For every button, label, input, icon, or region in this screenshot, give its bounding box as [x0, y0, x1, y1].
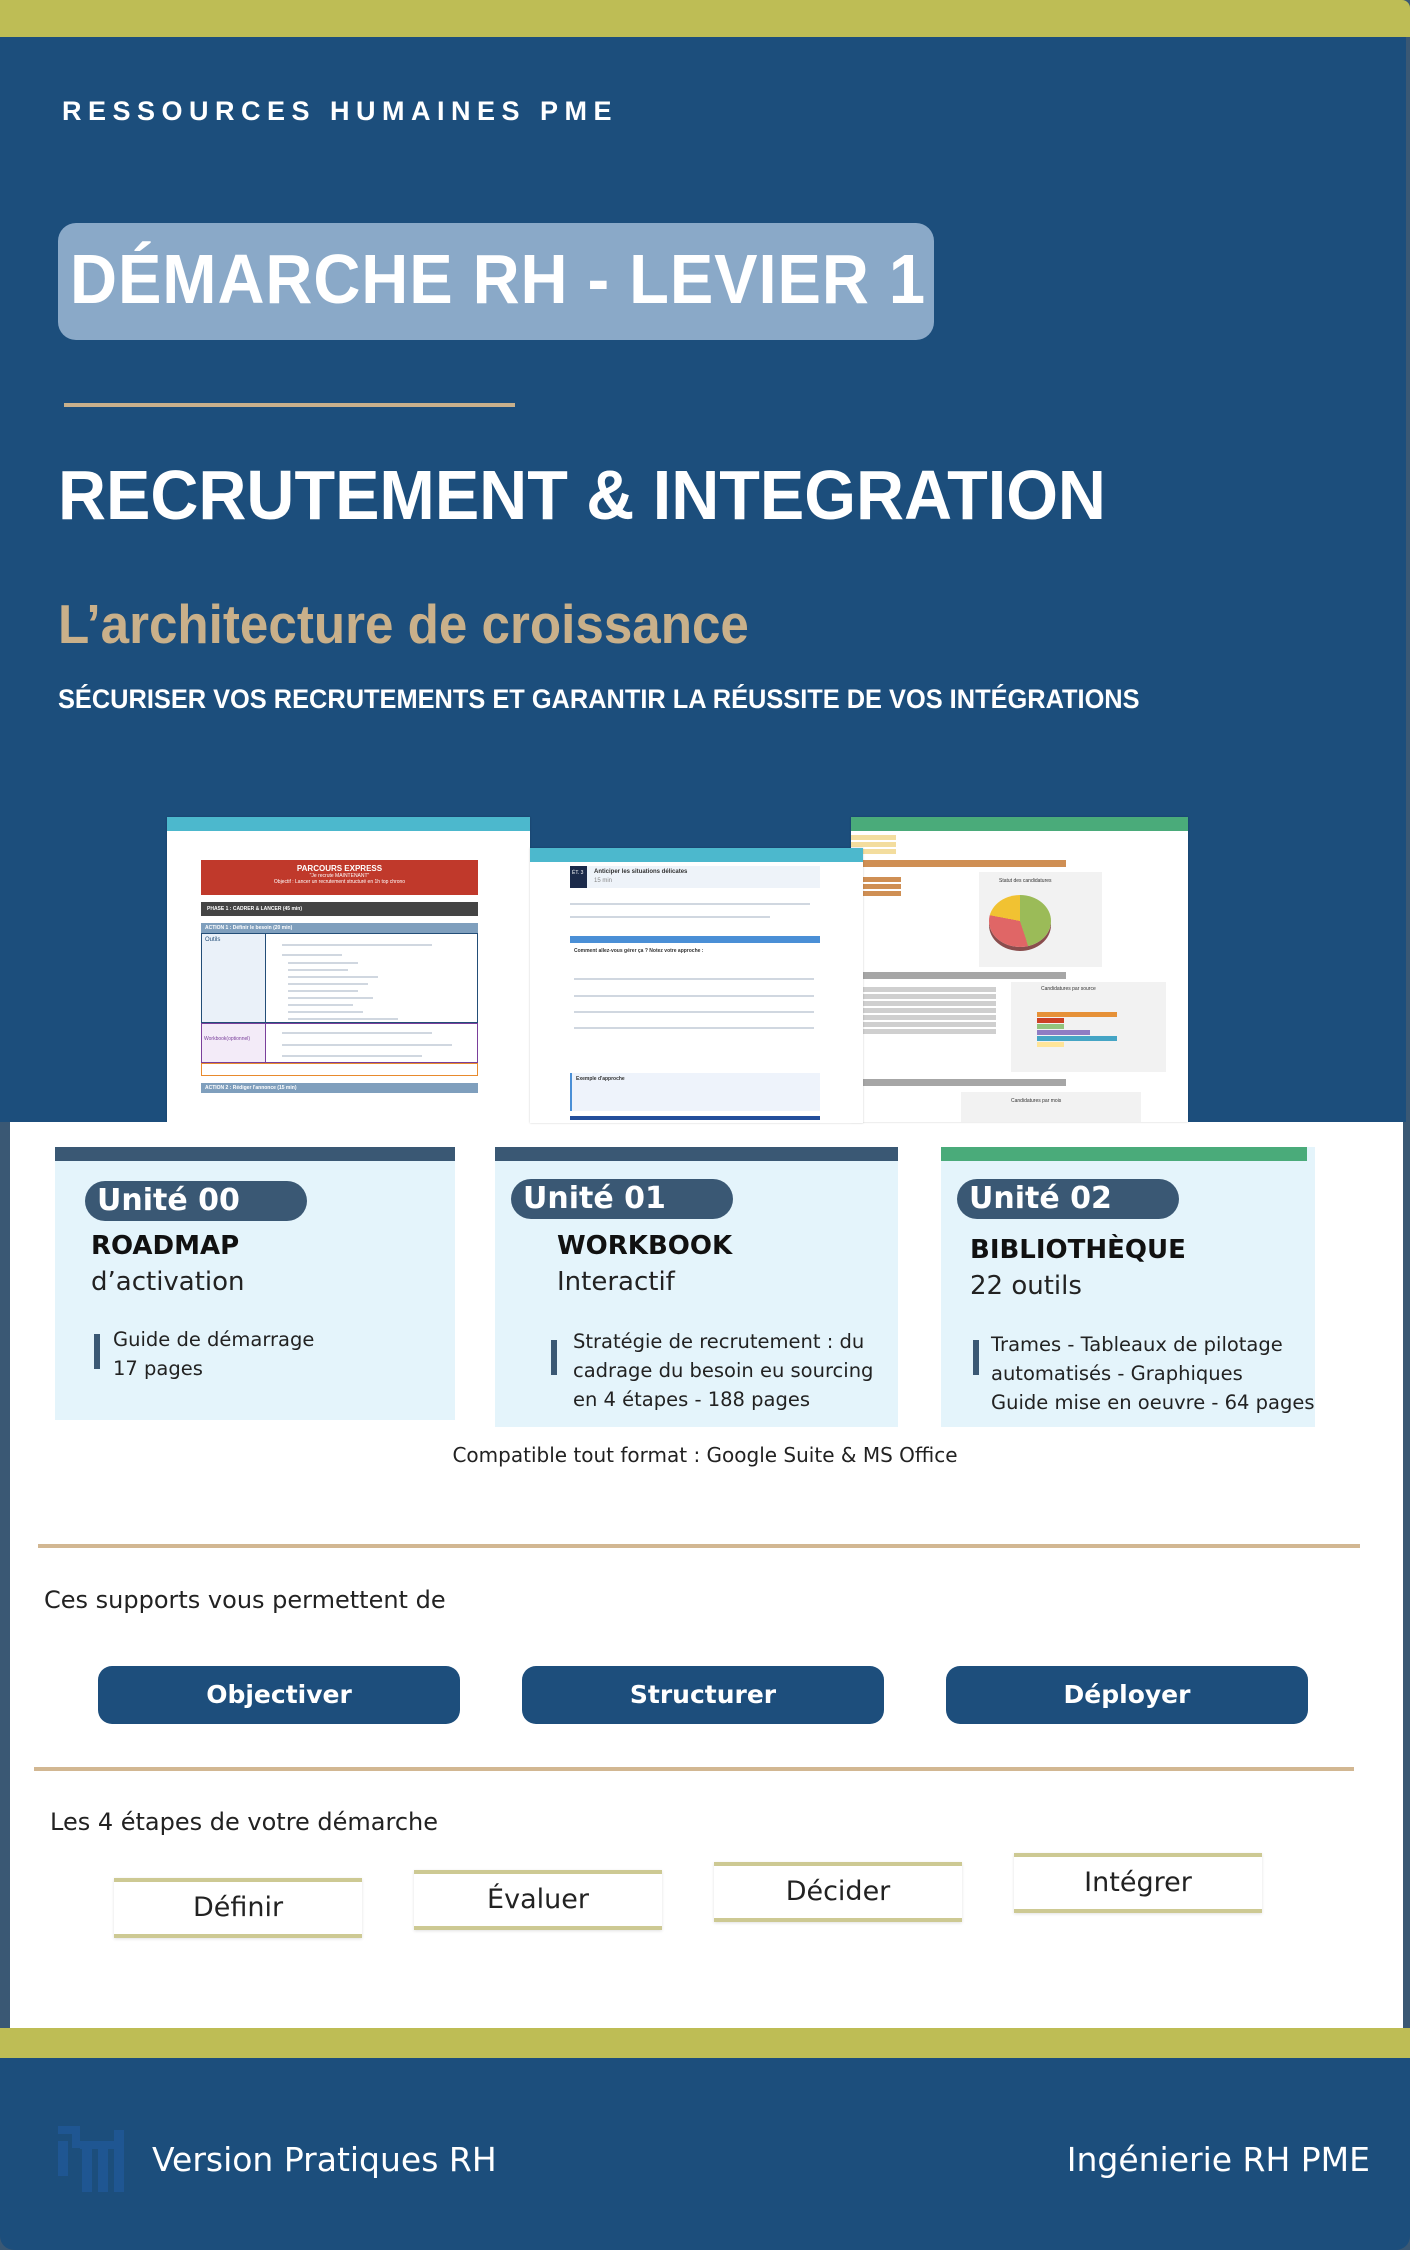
- desc-line: cadrage du besoin eu sourcing: [573, 1359, 874, 1382]
- step-badge: ÉT. 3: [570, 866, 587, 888]
- unit-description: [113, 1325, 314, 1383]
- tagline: SÉCURISER VOS RECRUTEMENTS ET GARANTIR LA RÉUSSITE DE VOS INTÉGRATIONS: [58, 684, 1140, 714]
- desc-accent-bar: [973, 1340, 979, 1375]
- line-chart: [961, 1092, 1141, 1122]
- desc-line: 17 pages: [113, 1357, 203, 1380]
- banner-objective: Objectif : Lancer un recrutement structuré en 1h top chrono: [273, 879, 406, 885]
- footer-brand: Ingénierie RH PME: [1066, 2140, 1370, 2179]
- action-band-2: ACTION 2 : Rédiger l'annonce (15 min): [201, 1083, 478, 1093]
- card-top-bar: [55, 1147, 455, 1161]
- step-integrer[interactable]: Intégrer: [1014, 1853, 1262, 1913]
- step-title: Anticiper les situations délicates: [594, 869, 688, 875]
- preview-header-bar: [851, 817, 1188, 831]
- objectiver-button[interactable]: Objectiver: [98, 1666, 460, 1724]
- desc-line: automatisés - Graphiques: [991, 1362, 1243, 1385]
- desc-line: Trames - Tableaux de pilotage: [991, 1333, 1283, 1356]
- top-accent-strip: [0, 0, 1410, 37]
- unit-badge: Unité 00: [85, 1181, 307, 1221]
- unit-name: ROADMAP: [91, 1231, 240, 1261]
- desc-line: Stratégie de recrutement : du: [573, 1330, 865, 1353]
- workbook-preview: [530, 848, 863, 1123]
- workbook-table: [201, 1023, 478, 1063]
- example-box: [570, 1073, 820, 1111]
- compatibility-note: Compatible tout format : Google Suite & MS Office: [452, 1443, 958, 1467]
- preview-header-bar: [167, 817, 530, 831]
- pie-graphic: [989, 895, 1051, 947]
- title-pill-text: DÉMARCHE RH - LEVIER 1: [70, 240, 926, 318]
- card-top-bar: [941, 1147, 1307, 1161]
- desc-line: Guide mise en oeuvre - 64 pages: [991, 1391, 1315, 1414]
- unit-subtitle: Interactif: [557, 1267, 675, 1297]
- banner-quote: "Je recrute MAINTENANT": [309, 873, 370, 879]
- parcours-express-banner: [201, 860, 478, 895]
- title-pill: [58, 223, 934, 340]
- unit-badge: Unité 02: [957, 1179, 1179, 1219]
- unit-card-00[interactable]: [55, 1147, 455, 1420]
- right-edge-strip: [1403, 1210, 1410, 2030]
- unit-description: [991, 1330, 1315, 1417]
- desc-line: Guide de démarrage: [113, 1328, 315, 1351]
- unit-card-02[interactable]: [941, 1147, 1315, 1427]
- structurer-button[interactable]: Structurer: [522, 1666, 884, 1724]
- roadmap-preview: [167, 817, 530, 1122]
- kicker-text: RESSOURCES HUMAINES PME: [62, 96, 619, 126]
- unit-badge: Unité 01: [511, 1179, 733, 1219]
- unit-subtitle: 22 outils: [970, 1271, 1082, 1301]
- benefits-label: Ces supports vous permettent de: [44, 1586, 446, 1614]
- prompt: Comment allez-vous gérer ça ? Notez votre approche :: [574, 948, 704, 954]
- page-subtitle: L’architecture de croissance: [58, 593, 749, 655]
- preview-header-bar: [530, 848, 863, 862]
- deployer-button[interactable]: Déployer: [946, 1666, 1308, 1724]
- dashboard-preview: [851, 817, 1188, 1122]
- situation-band: [570, 936, 820, 943]
- unit-description: [573, 1327, 873, 1414]
- unit-name: WORKBOOK: [557, 1231, 733, 1261]
- unit-name: BIBLIOTHÈQUE: [970, 1235, 1186, 1265]
- conseil-table: [201, 1063, 478, 1076]
- line-chart-title: Candidatures par mois: [1011, 1098, 1062, 1104]
- bar-chart-title: Candidatures par source: [1041, 986, 1096, 992]
- step-duration: 15 min: [594, 878, 613, 884]
- example-title: Exemple d'approche: [576, 1076, 625, 1082]
- footer-version: Version Pratiques RH: [152, 2140, 497, 2179]
- divider: [64, 403, 515, 407]
- outils-table: [201, 933, 478, 1023]
- action-band: ACTION 1 : Définir le besoin (20 min): [201, 923, 478, 933]
- rh-logo-icon: [52, 2123, 132, 2193]
- bar-chart: [1011, 982, 1166, 1072]
- section-divider: [38, 1544, 1360, 1548]
- outils-label: Outils: [202, 934, 266, 1022]
- unit-card-01[interactable]: [495, 1147, 898, 1427]
- unit-subtitle: d’activation: [91, 1267, 245, 1297]
- page-title: RECRUTEMENT & INTEGRATION: [58, 456, 1106, 534]
- bottom-accent-strip: [0, 2028, 1410, 2058]
- steps-label: Les 4 étapes de votre démarche: [50, 1808, 439, 1836]
- section-divider: [34, 1767, 1354, 1771]
- pie-title: Statut des candidatures: [999, 878, 1052, 884]
- banner-title: PARCOURS EXPRESS: [296, 864, 383, 873]
- desc-line: en 4 étapes - 188 pages: [573, 1388, 810, 1411]
- step-decider[interactable]: Décider: [714, 1862, 962, 1922]
- desc-accent-bar: [551, 1340, 557, 1375]
- step-definir[interactable]: Définir: [114, 1878, 362, 1938]
- desc-accent-bar: [94, 1334, 100, 1369]
- phase-band: PHASE 1 : CADRER & LANCER (45 min): [201, 902, 478, 916]
- workbook-label: Workbook(optionnel): [202, 1024, 266, 1062]
- step-evaluer[interactable]: Évaluer: [414, 1870, 662, 1930]
- step-header: [570, 866, 820, 888]
- card-top-bar: [495, 1147, 898, 1161]
